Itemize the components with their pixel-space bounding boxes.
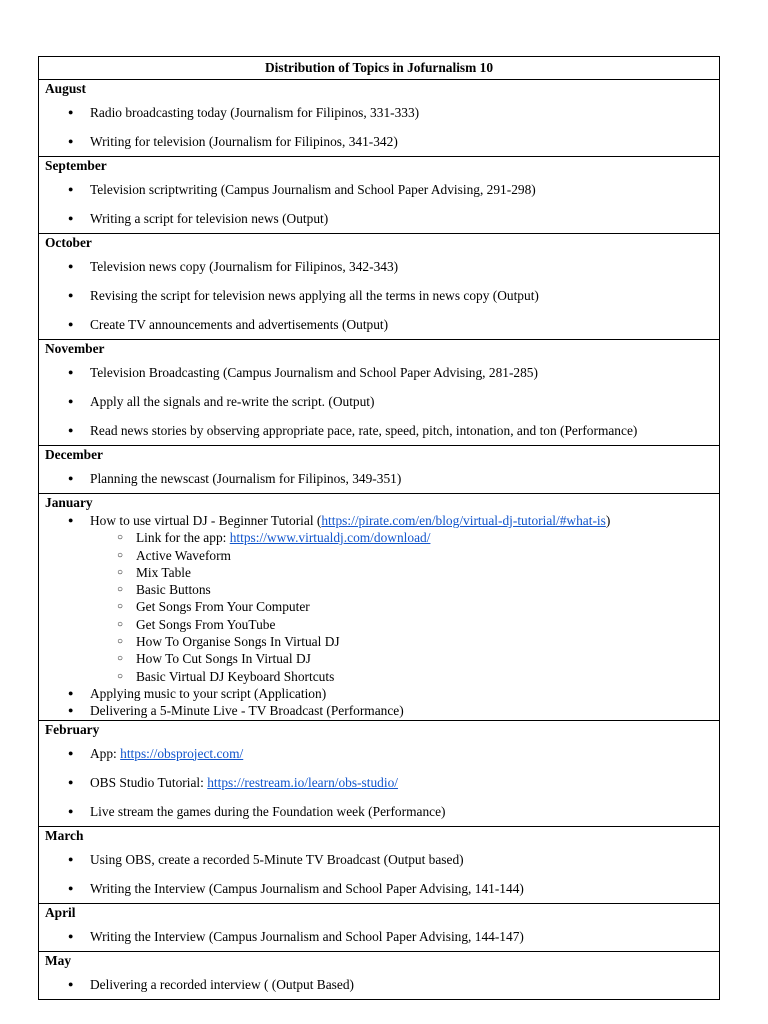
month-row-january	[39, 494, 720, 721]
sub-list-item: ○ Mix Table	[39, 564, 719, 581]
month-label-august: August	[45, 81, 86, 96]
sub-list-item: ○ How To Cut Songs In Virtual DJ	[39, 650, 719, 667]
list-item: ● Delivering a 5-Minute Live - TV Broadcast (Performance)	[39, 702, 719, 719]
sub-list-item-app-link	[39, 529, 719, 546]
sub-list-item: ○ Get Songs From Your Computer	[39, 598, 719, 615]
sub-list-item: ○ How To Organise Songs In Virtual DJ	[39, 633, 719, 650]
month-label-october: October	[45, 235, 92, 250]
month-label-april: April	[45, 904, 76, 920]
table-title: Distribution of Topics in Jofurnalism 10	[39, 57, 720, 80]
month-row-august	[39, 80, 720, 157]
sub-list-item: ○ Basic Buttons	[39, 581, 719, 598]
list-item: ● Television Broadcasting (Campus Journalism and School Paper Advising, 281-285)	[39, 358, 719, 387]
list-item: ● Planning the newscast (Journalism for Filipinos, 349-351)	[39, 464, 719, 493]
list-item: ● Using OBS, create a recorded 5-Minute TV Broadcast (Output based)	[39, 845, 719, 874]
month-row-december	[39, 446, 720, 494]
obs-studio-tutorial-link[interactable]: https://restream.io/learn/obs-studio/	[207, 774, 399, 790]
tutorial-suffix: )	[605, 513, 611, 528]
month-label-february: February	[45, 721, 100, 737]
list-item: ● Writing a script for television news (Output)	[39, 204, 719, 233]
list-item-obs-app	[39, 739, 719, 768]
month-label-september: September	[45, 158, 107, 173]
month-row-october	[39, 234, 720, 340]
list-item: ● Create TV announcements and advertisements (Output)	[39, 310, 719, 339]
virtual-dj-tutorial-link[interactable]: https://pirate.com/en/blog/virtual-dj-tutorial/#what-is	[321, 513, 606, 528]
list-item-obs-tutorial	[39, 768, 719, 797]
list-item: ● Writing the Interview (Campus Journalism and School Paper Advising, 144-147)	[39, 922, 719, 951]
month-row-september	[39, 157, 720, 234]
month-row-february	[39, 720, 720, 826]
list-item: ● Read news stories by observing appropriate pace, rate, speed, pitch, intonation, and ton (Performance)	[39, 416, 719, 445]
month-row-may	[39, 951, 720, 999]
virtual-dj-download-link[interactable]: https://www.virtualdj.com/download/	[229, 530, 431, 546]
sub-list-item: ○ Active Waveform	[39, 547, 719, 564]
list-item: ● Writing for television (Journalism for Filipinos, 341-342)	[39, 127, 719, 156]
app-link-label: Link for the app:	[136, 530, 230, 546]
list-item: ● Apply all the signals and re-write the script. (Output)	[39, 387, 719, 416]
list-item: ● Live stream the games during the Foundation week (Performance)	[39, 797, 719, 826]
month-label-may: May	[45, 952, 72, 968]
month-row-november	[39, 340, 720, 446]
obs-project-link[interactable]: https://obsproject.com/	[120, 745, 244, 761]
month-row-march	[39, 826, 720, 903]
list-item: ● Delivering a recorded interview ( (Output Based)	[39, 970, 719, 999]
topics-table	[38, 56, 720, 1000]
list-item: ● Revising the script for television news applying all the terms in news copy (Output)	[39, 281, 719, 310]
month-label-december: December	[45, 447, 103, 462]
app-label: App:	[90, 745, 121, 761]
month-label-january: January	[45, 495, 93, 510]
sub-list-item: ○ Basic Virtual DJ Keyboard Shortcuts	[39, 668, 719, 685]
list-item: ● Television scriptwriting (Campus Journalism and School Paper Advising, 291-298)	[39, 175, 719, 204]
month-label-november: November	[45, 341, 105, 356]
month-row-april	[39, 903, 720, 951]
tutorial-text: How to use virtual DJ - Beginner Tutorial (	[90, 513, 322, 528]
list-item: ● Applying music to your script (Application)	[39, 685, 719, 702]
list-item: ● Writing the Interview (Campus Journalism and School Paper Advising, 141-144)	[39, 874, 719, 903]
month-label-march: March	[45, 827, 84, 843]
list-item: ● Television news copy (Journalism for Filipinos, 342-343)	[39, 252, 719, 281]
obs-tutorial-label: OBS Studio Tutorial:	[90, 774, 208, 790]
sub-list-item: ○ Get Songs From YouTube	[39, 616, 719, 633]
title-row	[39, 57, 720, 80]
list-item: ● Radio broadcasting today (Journalism for Filipinos, 331-333)	[39, 98, 719, 127]
list-item-virtual-dj-tutorial	[39, 512, 719, 529]
